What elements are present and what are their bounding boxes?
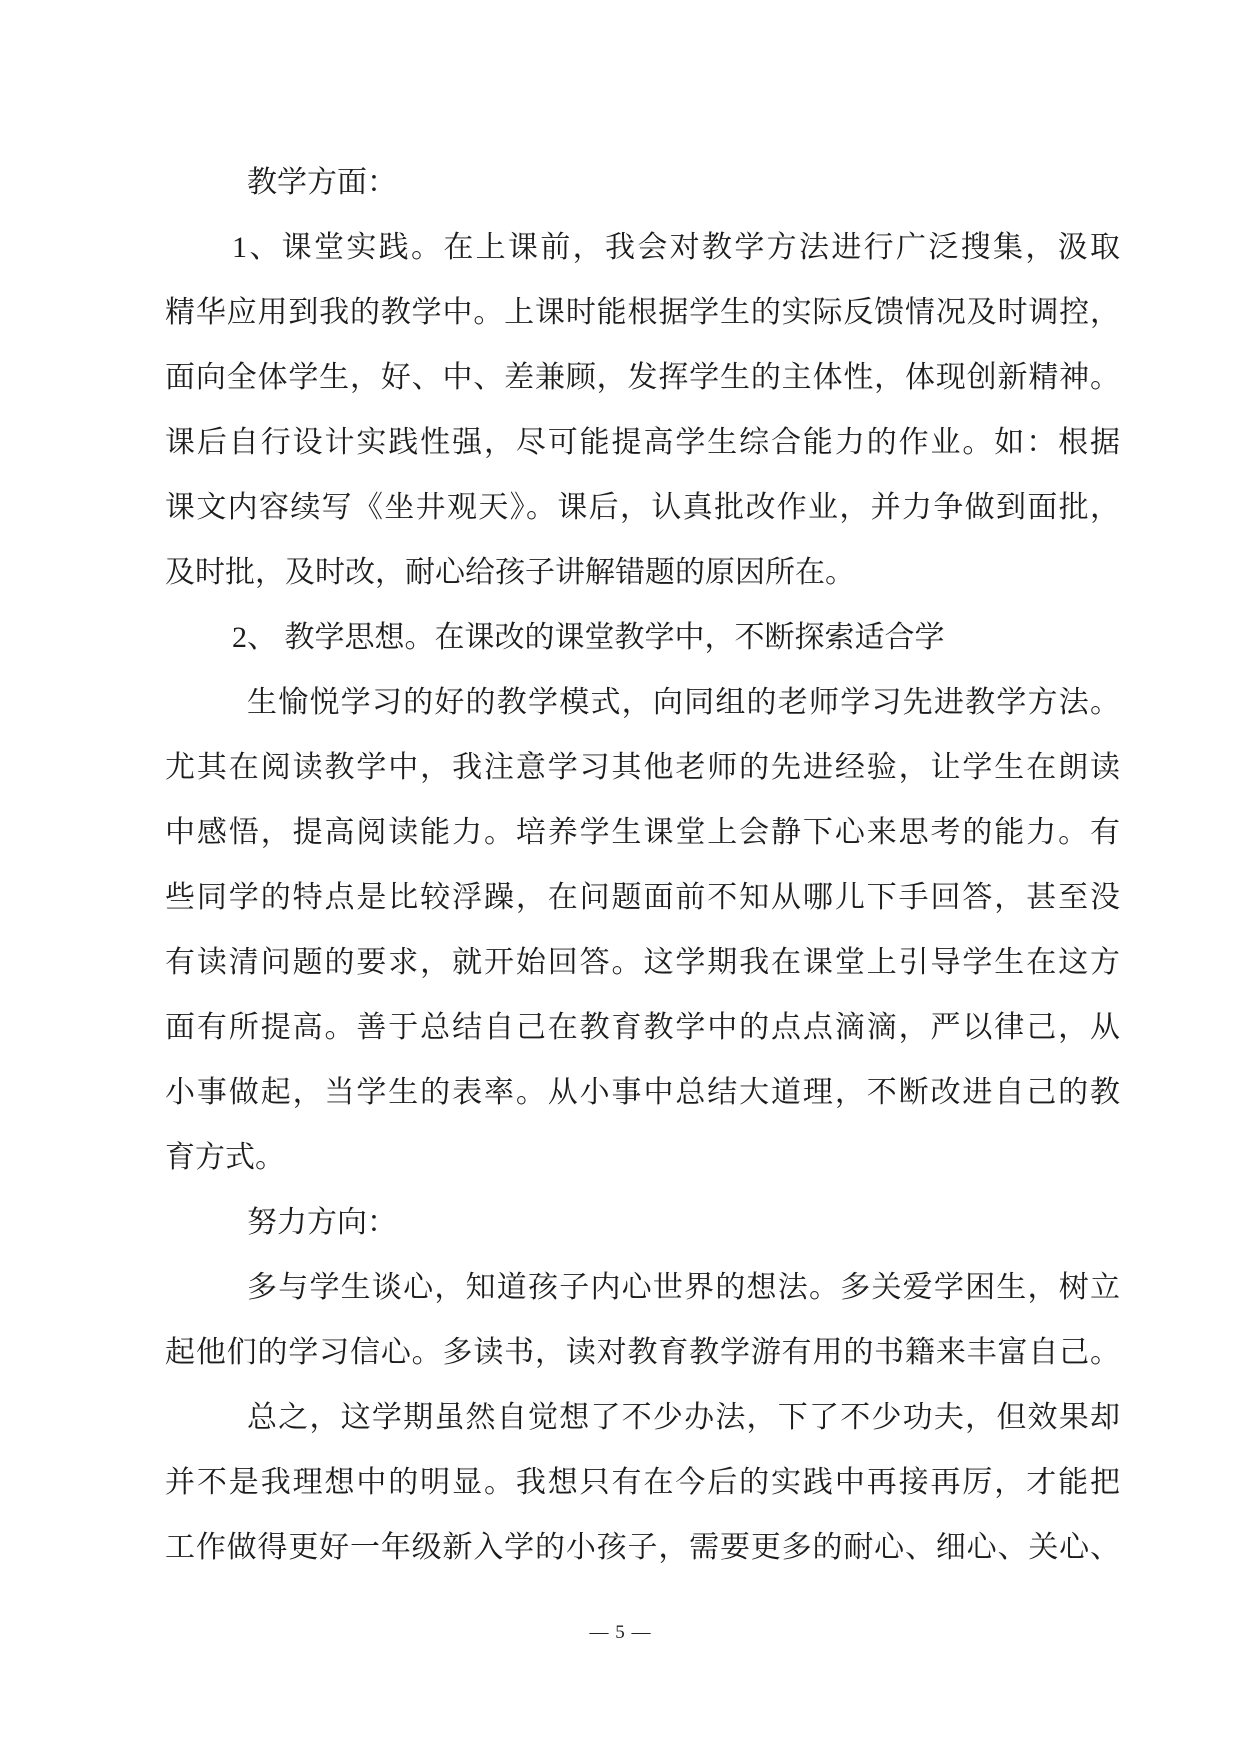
text-line: 课文内容续写《坐井观天》。课后，认真批改作业，并力争做到面批， (165, 491, 1120, 524)
text-line: 生愉悦学习的好的教学模式，向同组的老师学习先进教学方法。 (247, 686, 1120, 719)
text-line: 尤其在阅读教学中，我注意学习其他老师的先进经验，让学生在朗读 (165, 751, 1120, 784)
text-line: 有读清问题的要求，就开始回答。这学期我在课堂上引导学生在这方 (165, 946, 1120, 979)
text-line: 育方式。 (165, 1141, 285, 1174)
text-line: 及时批，及时改，耐心给孩子讲解错题的原因所在。 (165, 556, 855, 589)
text-line: 努力方向： (247, 1206, 397, 1239)
text-line: 面有所提高。善于总结自己在教育教学中的点点滴滴，严以律己，从 (165, 1011, 1120, 1044)
page-number: — 5 — (589, 1622, 652, 1643)
text-line: 多与学生谈心，知道孩子内心世界的想法。多关爱学困生，树立 (247, 1271, 1120, 1304)
text-line: 课后自行设计实践性强，尽可能提高学生综合能力的作业。如：根据 (165, 426, 1120, 459)
text-line: 些同学的特点是比较浮躁，在问题面前不知从哪儿下手回答，甚至没 (165, 881, 1120, 914)
text-line: 2、 教学思想。在课改的课堂教学中，不断探索适合学 (232, 621, 945, 654)
text-line: 教学方面： (247, 166, 397, 199)
text-line: 1、课堂实践。在上课前，我会对教学方法进行广泛搜集，汲取 (232, 231, 1120, 264)
document-body (165, 150, 1120, 1580)
text-line: 精华应用到我的教学中。上课时能根据学生的实际反馈情况及时调控， (165, 296, 1120, 329)
text-line: 起他们的学习信心。多读书，读对教育教学游有用的书籍来丰富自己。 (165, 1336, 1120, 1369)
text-line: 工作做得更好一年级新入学的小孩子，需要更多的耐心、细心、关心、 (165, 1531, 1120, 1564)
text-line: 总之，这学期虽然自觉想了不少办法，下了不少功夫，但效果却 (247, 1401, 1120, 1434)
text-line: 中感悟，提高阅读能力。培养学生课堂上会静下心来思考的能力。有 (165, 816, 1120, 849)
text-line: 小事做起，当学生的表率。从小事中总结大道理，不断改进自己的教 (165, 1076, 1120, 1109)
text-line: 并不是我理想中的明显。我想只有在今后的实践中再接再厉，才能把 (165, 1466, 1120, 1499)
text-line: 面向全体学生，好、中、差兼顾，发挥学生的主体性，体现创新精神。 (165, 361, 1120, 394)
